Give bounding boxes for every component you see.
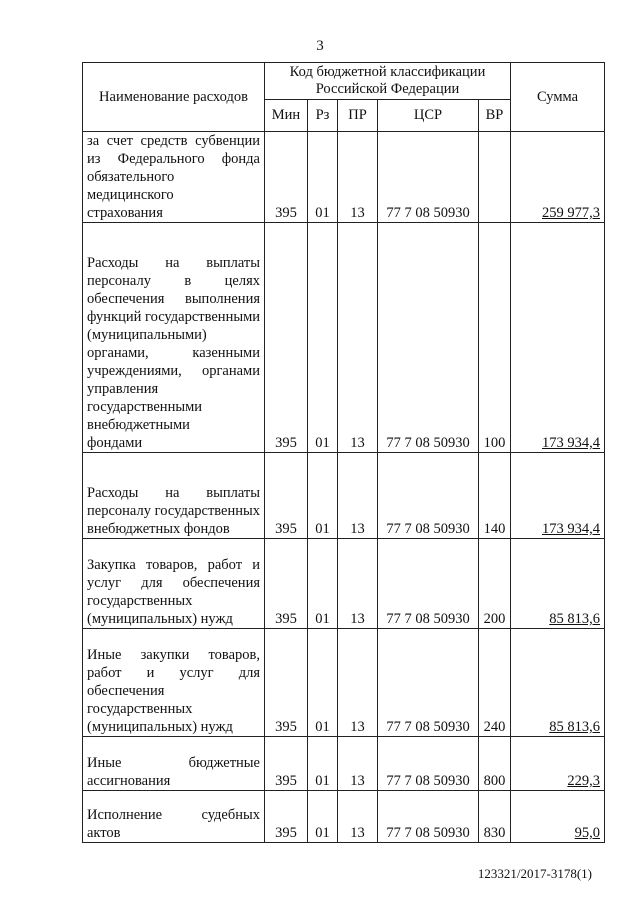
table-row — [83, 791, 605, 843]
header-csr: ЦСР — [378, 100, 479, 132]
row-pr: 13 — [338, 791, 378, 843]
row-vr: 240 — [479, 629, 511, 737]
row-pr: 13 — [338, 132, 378, 223]
row-min: 395 — [265, 453, 308, 539]
row-sum: 259 977,3 — [511, 132, 605, 223]
header-code-group: Код бюджетной классификации Российской Федерации — [265, 63, 511, 100]
row-pr: 13 — [338, 223, 378, 453]
row-sum: 85 813,6 — [511, 539, 605, 629]
row-pr: 13 — [338, 453, 378, 539]
row-vr: 200 — [479, 539, 511, 629]
row-pr: 13 — [338, 629, 378, 737]
table-row — [83, 539, 605, 629]
row-sum: 85 813,6 — [511, 629, 605, 737]
row-name: Иные закупки товаров, работ и услуг для обеспечения государственных (муниципальных) нужд — [83, 629, 265, 737]
table-row — [83, 223, 605, 453]
row-name: за счет средств субвенции из Федерального фонда обязательного медицинского страхования — [83, 132, 265, 223]
row-min: 395 — [265, 629, 308, 737]
table-row — [83, 453, 605, 539]
header-sum: Сумма — [511, 63, 605, 132]
header-min: Мин — [265, 100, 308, 132]
row-min: 395 — [265, 223, 308, 453]
row-vr: 830 — [479, 791, 511, 843]
row-pr: 13 — [338, 737, 378, 791]
table-row — [83, 737, 605, 791]
row-min: 395 — [265, 737, 308, 791]
table-row — [83, 132, 605, 223]
table-row — [83, 629, 605, 737]
row-csr: 77 7 08 50930 — [378, 539, 479, 629]
row-rz: 01 — [308, 539, 338, 629]
row-rz: 01 — [308, 132, 338, 223]
row-name: Расходы на выплаты персоналу государственных внебюджетных фондов — [83, 453, 265, 539]
row-pr: 13 — [338, 539, 378, 629]
row-min: 395 — [265, 132, 308, 223]
document-code: 123321/2017-3178(1) — [477, 866, 592, 881]
header-vr: ВР — [479, 100, 511, 132]
page-number: 3 — [316, 38, 324, 54]
row-csr: 77 7 08 50930 — [378, 629, 479, 737]
row-min: 395 — [265, 791, 308, 843]
row-rz: 01 — [308, 791, 338, 843]
row-vr — [479, 132, 511, 223]
header-pr: ПР — [338, 100, 378, 132]
row-name: Исполнение судебных актов — [83, 791, 265, 843]
row-sum: 173 934,4 — [511, 223, 605, 453]
row-csr: 77 7 08 50930 — [378, 453, 479, 539]
row-name: Закупка товаров, работ и услуг для обеспечения государственных (муниципальных) нужд — [83, 539, 265, 629]
row-sum: 95,0 — [511, 791, 605, 843]
row-sum: 173 934,4 — [511, 453, 605, 539]
row-vr: 100 — [479, 223, 511, 453]
row-name: Расходы на выплаты персоналу в целях обеспечения выполнения функций государственными (муниципальными) органами, казенными учреждениями, органами управления государственными внебюджетными фондами — [83, 223, 265, 453]
row-csr: 77 7 08 50930 — [378, 223, 479, 453]
row-name: Иные бюджетные ассигнования — [83, 737, 265, 791]
row-csr: 77 7 08 50930 — [378, 132, 479, 223]
row-sum: 229,3 — [511, 737, 605, 791]
header-rz: Рз — [308, 100, 338, 132]
row-rz: 01 — [308, 453, 338, 539]
budget-table — [82, 62, 605, 843]
header-name: Наименование расходов — [83, 63, 265, 132]
row-vr: 800 — [479, 737, 511, 791]
row-rz: 01 — [308, 629, 338, 737]
row-min: 395 — [265, 539, 308, 629]
row-rz: 01 — [308, 737, 338, 791]
row-vr: 140 — [479, 453, 511, 539]
row-csr: 77 7 08 50930 — [378, 737, 479, 791]
row-csr: 77 7 08 50930 — [378, 791, 479, 843]
row-rz: 01 — [308, 223, 338, 453]
